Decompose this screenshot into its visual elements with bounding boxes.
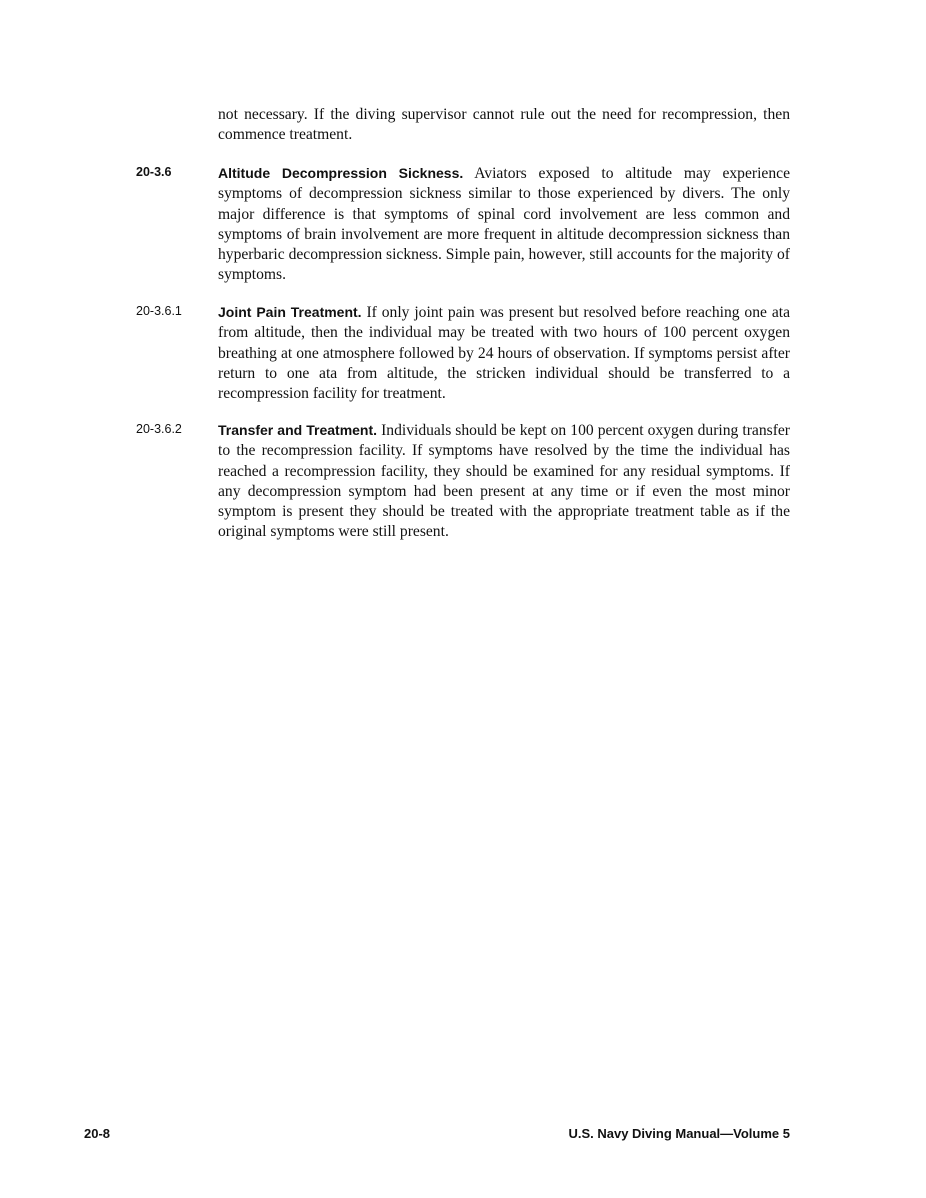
continuation-text: not necessary. If the diving supervisor cannot rule out the need for recompression, then commence treatment. — [218, 106, 790, 144]
section-body — [218, 420, 790, 543]
section-text: Individuals should be kept on 100 percent oxygen during transfer to the recompression facility. If symptoms have resolved by the time the individual has reached a recompression facility, they should be examined for any residual symptoms. If any decompression symptom had been present at any time or if even the most minor symptom is present they should be treated with the appropriate treatment table as if the original symptoms were still present. — [218, 422, 790, 541]
section-heading: Transfer and Treatment. — [218, 422, 378, 438]
footer-title: U.S. Navy Diving Manual—Volume 5 — [568, 1126, 790, 1141]
section-number: 20-3.6.1 — [136, 304, 182, 318]
footer-page-number: 20-8 — [84, 1126, 111, 1141]
section-number: 20-3.6.2 — [136, 422, 182, 436]
section-text: If only joint pain was present but resolved before reaching one ata from altitude, then the individual may be treated with two hours of 100 percent oxygen breathing at one atmosphere followed by 24 hours of observation. If symptoms persist after return to one ata from altitude, the stricken individual should be transferred to a recompression facility for treatment. — [218, 304, 791, 403]
section-number: 20-3.6 — [136, 165, 172, 179]
section-text: Aviators exposed to altitude may experience symptoms of decompression sickness similar to those experienced by divers. The only major difference is that symptoms of spinal cord involvement are less common and symptoms of brain involvement are more frequent in altitude decompression sickness than hyperbaric decompression sickness. Simple pain, however, still accounts for the majority of symptoms. — [218, 165, 790, 284]
section-heading: Joint Pain Treatment. — [218, 304, 362, 320]
section-heading: Altitude Decompression Sickness. — [218, 165, 464, 181]
section-body — [218, 163, 790, 286]
section-body — [218, 302, 790, 404]
